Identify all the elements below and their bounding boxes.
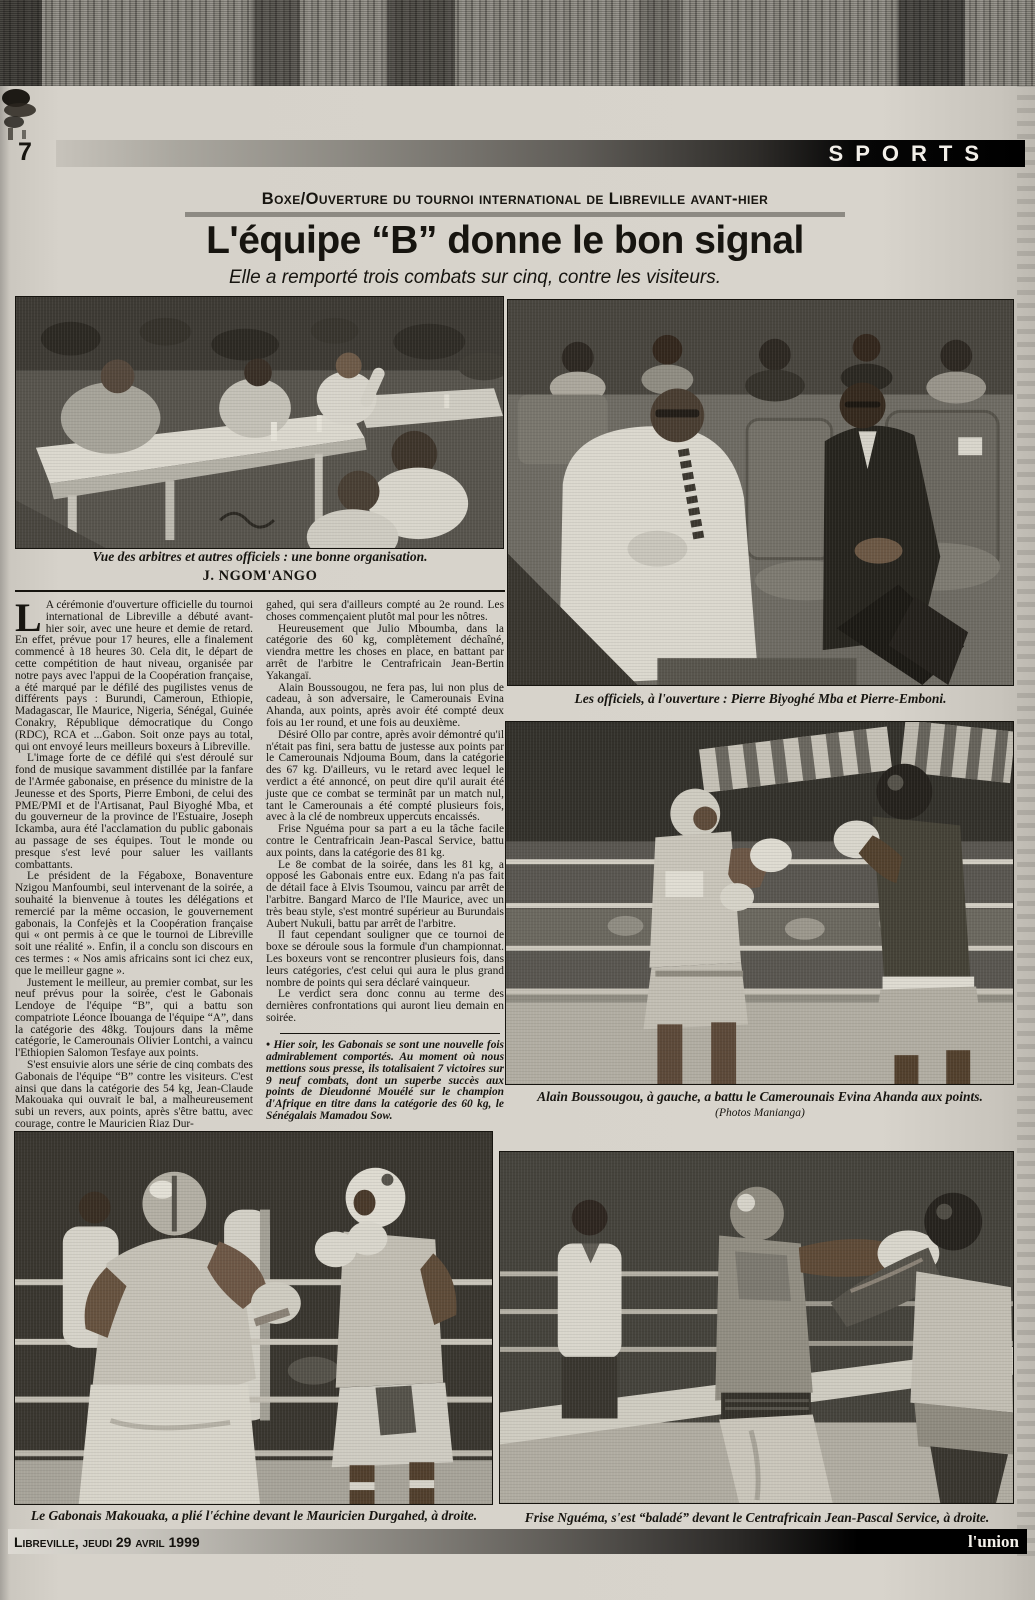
paragraph-text: A cérémonie d'ouverture officielle du tournoi international de Libreville a débuté avant-hier soir, avec une heure et demie de retard. En effet, prévue pour 17 heures, elle a finalement commencé à 18 heures 30. Cela dit, le départ de cette compétition de haut niveau, organisée par notre pays avec l'appui de la Coopération française, a été marqué par le défilé des pugilistes venus de différents pays : Burundi, Cameroun, Ethiopie, Madagascar, Ile Maurice, Nigeria, Sénégal, Guinée Conakry, République démocratique du Congo (RDC), RCA et ...Gabon. Soit onze pays au total, qui ont envoyé leurs meilleurs boxeurs à Libreville. (15, 599, 253, 753)
photo-credit: (Photos Manianga) (715, 1107, 805, 1119)
byline-rule (15, 590, 505, 592)
photo1-caption: Vue des arbitres et autres officiels : une bonne organisation. (92, 549, 428, 564)
paragraph: Le verdict sera donc connu au terme des dernières confrontations qui auront lieu demain en soirée. (266, 988, 504, 1024)
newspaper-logo: l'union (967, 1531, 1019, 1551)
footer-band (8, 1529, 1027, 1554)
paragraph: Alain Boussougou, ne fera pas, lui non plus de cadeau, à son adversaire, le Camerounais Evina Ahanda, aux points, après avoir été compté deux fois au 1er round, et une fois au deuxième. (266, 681, 504, 729)
paragraph: S'est ensuivie alors une série de cinq combats des Gabonais de l'équipe “B” contre les visiteurs. C'est ainsi que dans la catégorie des 54 kg, Jean-Claude Makouaka qui ouvrait le bal, a malheureusement subi un revers, aux points, après s'être battu, avec courage, contre le Mauricien Riaz Dur- (15, 1059, 253, 1131)
kicker-block (185, 190, 845, 217)
photo-officials-seated (507, 299, 1014, 686)
photo-officials-tables (15, 296, 504, 549)
paragraph: Le 8e combat de la soirée, dans les 81 kg, a opposé les Gabonais entre eux. Edang n'a pas fait de détail face à Elvis Tsoumou, vaincu par arrêt de l'arbitre. Bangard Marco de l'Ile Maurice, avec un très beau style, s'est montré supérieur au Burundais Aubert Nukuli, battu par arrêt de l'arbitre. (266, 858, 504, 930)
article-column-1 (15, 595, 253, 1131)
right-edge-ghosting (1017, 86, 1035, 1556)
photo-officials-tables-graphic (16, 297, 503, 548)
photo3-caption: Alain Boussougou, à gauche, a battu le Camerounais Evina Ahanda aux points. (537, 1089, 983, 1104)
photo5-caption: Frise Nguéma, s'est “baladé” devant le Centrafricain Jean-Pascal Service, à droite. (524, 1510, 990, 1525)
section-title: SPORTS (828, 140, 991, 166)
article-column-2 (266, 600, 504, 1123)
scan-noise-strip (0, 0, 1035, 86)
drop-cap: L (15, 595, 42, 640)
photo-boxing-boussougou-graphic (506, 722, 1013, 1084)
section-band (56, 140, 1025, 167)
byline: J. NGOM'ANGO (202, 568, 318, 584)
photo-boxing-boussougou (505, 721, 1014, 1085)
paragraph: gahed, qui sera d'ailleurs compté au 2e round. Les choses commençaient plutôt mal pour les nôtres. (266, 599, 504, 623)
left-fold-shadow (0, 86, 10, 1600)
headline: L'équipe “B” donne le bon signal (206, 219, 804, 262)
footer-date: Libreville, jeudi 29 avril 1999 (14, 1533, 200, 1550)
flash-divider (280, 1033, 500, 1035)
paragraph (15, 595, 253, 753)
kicker-rule (185, 212, 845, 217)
page-number: 7 (18, 138, 32, 166)
late-news-paragraph: • Hier soir, les Gabonais se sont une nouvelle fois admirablement comportés. Au moment où nous mettions sous presse, ils totalisaient 7 victoires sur 9 neuf combats, dont un superbe succès aux points de Dieudonné Mouélé sur le champion d'Afrique en titre dans la catégorie des 60 kg, le Sénégalais Mamadou Sow. (266, 1039, 504, 1122)
paragraph: Il faut cependant souligner que ce tournoi de boxe se déroule sous la formule d'un championnat. Les boxeurs vont se rencontrer plusieurs fois, dans leurs catégories, c'est celui qui aura le plus grand nombre de points qui sera déclaré vainqueur. (266, 929, 504, 989)
subhead: Elle a remporté trois combats sur cinq, contre les visiteurs. (228, 267, 722, 288)
paragraph: L'image forte de ce défilé qui s'est déroulé sur fond de musique savamment distillée par la fanfare de l'Armée gabonaise, en présence du ministre de la Jeunesse et des Sports, Pierre Emboni, de celui des PME/PMI et de l'Artisanat, Paul Biyoghé Mba, et du gouverneur de la province de l'Estuaire, Joseph Ickamba, aura été l'acclamation du public gabonais au passage de ses équipes. Tout le monde ou presque s'est levé pour saluer les vaillants combattants. (15, 752, 253, 871)
photo-officials-seated-graphic (508, 300, 1013, 685)
photo-boxing-nguema (499, 1151, 1014, 1504)
photo-boxing-nguema-graphic (500, 1152, 1013, 1503)
photo-boxing-makouaka-graphic (15, 1132, 492, 1504)
kicker: Boxe/Ouverture du tournoi international de Libreville avant-hier (261, 190, 769, 208)
photo-boxing-makouaka (14, 1131, 493, 1505)
paragraph: Justement le meilleur, au premier combat, sur les neuf prévus pour la soirée, c'est le Gabonais Lendoye de l'équipe “B”, qui a battu son compatriote Léonce Ibouanga de l'équipe “A”, dans la catégorie des 48kg. Toujours dans la même catégorie, le Camerounais Olivier Lontchi, a vaincu l'Ethiopien Salomon Tesfaye aux points. (15, 976, 253, 1060)
photo2-caption: Les officiels, à l'ouverture : Pierre Biyoghé Mba et Pierre-Emboni. (574, 691, 947, 706)
paragraph: Le président de la Fégaboxe, Bonaventure Nzigou Manfoumbi, seul intervenant de la soirée, a souhaité la bienvenue à toutes les délégations et remercié par la même occasion, le gouvernement gabonais, la Confejès et la Coopération française qui « ont permis à ce que le tournoi de Libreville soit une réalité ». Enfin, il a conclu son discours en ces termes : « Nos amis africains sont ici chez eux, que le meilleur gagne ». (15, 870, 253, 977)
paragraph: Heureusement que Julio Mboumba, dans la catégorie des 60 kg, complètement déchaîné, viendra mettre les choses en place, en battant par arrêt de l'arbitre le Centrafricain Jean-Bertin Yakangaï. (266, 622, 504, 682)
paragraph: Désiré Ollo par contre, après avoir démontré qu'il n'était pas fini, sera battu de justesse aux points par le Camerounais Ndjouma Boum, dans la catégorie des 67 kg. D'ailleurs, vu le retard avec lequel le verdict a été annoncé, on peut dire qu'il aurait été juste que ce combat se terminât par un match nul, tant le Camerounais a été compté plusieurs fois, avec à la clé de nombreux uppercuts encaissés. (266, 728, 504, 824)
paragraph: Frise Nguéma pour sa part a eu la tâche facile contre le Centrafricain Jean-Pascal Service, battu aux points, dans la catégorie des 81 kg. (266, 823, 504, 859)
photo4-caption: Le Gabonais Makouaka, a plié l'échine devant le Mauricien Durgahed, à droite. (30, 1508, 478, 1523)
